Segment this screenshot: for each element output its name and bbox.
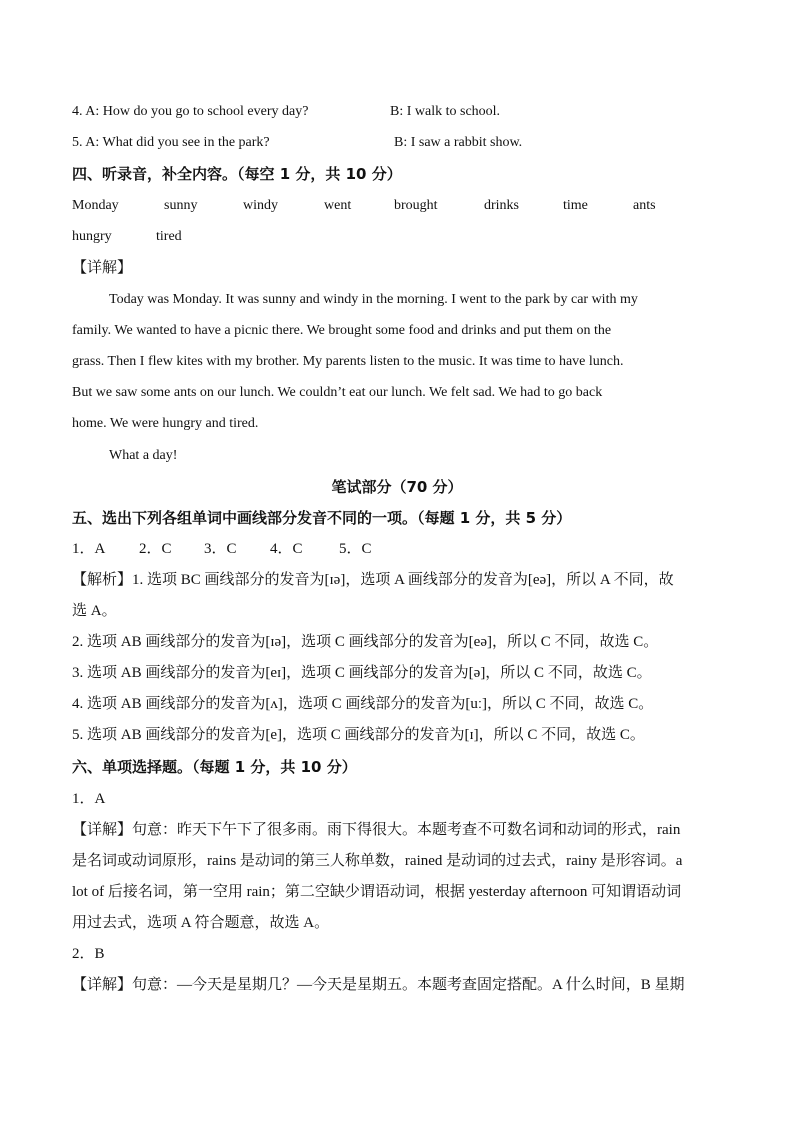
answer: 1．A: [72, 541, 106, 557]
item-5-question: [72, 133, 523, 153]
detail-line: 【详解】句意：—今天是星期几？—今天是星期五。本题考查固定搭配。A 什么时间，B 星期: [72, 977, 685, 993]
section-6-title: 六、单项选择题。（每题 1 分，共 10 分）: [72, 758, 357, 776]
analysis-line: 4. 选项 AB 画线部分的发音为[ʌ]，选项 C 画线部分的发音为[uː]，所以 C 不同，故选 C。: [72, 696, 654, 712]
detail-line: 用过去式，选项 A 符合题意，故选 A。: [72, 915, 330, 931]
item-4-b: B: I walk to school.: [390, 104, 501, 119]
item-4-a: 4. A: How do you go to school every day?: [72, 104, 309, 119]
word: sunny: [164, 198, 198, 213]
word: drinks: [484, 198, 519, 213]
word: hungry: [72, 229, 112, 244]
word: went: [324, 198, 352, 213]
answer: 2．C: [139, 541, 172, 557]
detail-line: 是名词或动词原形，rains 是动词的第三人称单数，rained 是动词的过去式，rainy 是形容词。a: [72, 853, 683, 869]
passage-line: grass. Then I flew kites with my brother. My parents listen to the music. It was time to have lunch.: [72, 354, 624, 369]
analysis-line: 3. 选项 AB 画线部分的发音为[eɪ]，选项 C 画线部分的发音为[ə]，所以 C 不同，故选 C。: [72, 665, 652, 681]
item-4-question: [72, 102, 501, 122]
answer: 3．C: [204, 541, 237, 557]
detail-label: 【详解】: [72, 260, 133, 276]
analysis-line: 5. 选项 AB 画线部分的发音为[e]，选项 C 画线部分的发音为[ɪ]，所以 C 不同，故选 C。: [72, 727, 645, 743]
item-5-b: B: I saw a rabbit show.: [394, 135, 523, 150]
item-5-a: 5. A: What did you see in the park?: [72, 135, 270, 150]
word: ants: [633, 198, 656, 213]
passage-closing: What a day!: [109, 448, 178, 463]
word: brought: [394, 198, 438, 213]
written-part-heading: 笔试部分（70 分）: [331, 478, 463, 496]
analysis-line: 2. 选项 AB 画线部分的发音为[ɪə]，选项 C 画线部分的发音为[eə]，所以 C 不同，故选 C。: [72, 634, 659, 650]
word: time: [563, 198, 588, 213]
word: windy: [243, 198, 278, 213]
word: Monday: [72, 198, 119, 213]
word: tired: [156, 229, 182, 244]
passage-line: family. We wanted to have a picnic there. We brought some food and drinks and put them on the: [72, 323, 612, 338]
passage-line: home. We were hungry and tired.: [72, 416, 259, 431]
passage-line: Today was Monday. It was sunny and windy in the morning. I went to the park by car with my: [109, 292, 638, 307]
answer: 5．C: [339, 541, 372, 557]
section-4-title: 四、听录音，补全内容。（每空 1 分，共 10 分）: [72, 165, 402, 183]
section-5-title: 五、选出下列各组单词中画线部分发音不同的一项。（每题 1 分，共 5 分）: [72, 509, 572, 527]
passage-line: But we saw some ants on our lunch. We couldn’t eat our lunch. We felt sad. We had to go back: [72, 385, 603, 400]
analysis-line: 【解析】1. 选项 BC 画线部分的发音为[ɪə]，选项 A 画线部分的发音为[eə]，所以 A 不同，故: [72, 572, 674, 588]
analysis-line: 选 A。: [72, 603, 117, 619]
answer: 2．B: [72, 946, 105, 962]
answer: 1．A: [72, 791, 106, 807]
detail-line: lot of 后接名词，第一空用 rain；第二空缺少谓语动词，根据 yesterday afternoon 可知谓语动词: [72, 884, 682, 900]
detail-line: 【详解】句意：昨天下午下了很多雨。雨下得很大。本题考查不可数名词和动词的形式，rain: [72, 822, 681, 838]
answer: 4．C: [270, 541, 303, 557]
